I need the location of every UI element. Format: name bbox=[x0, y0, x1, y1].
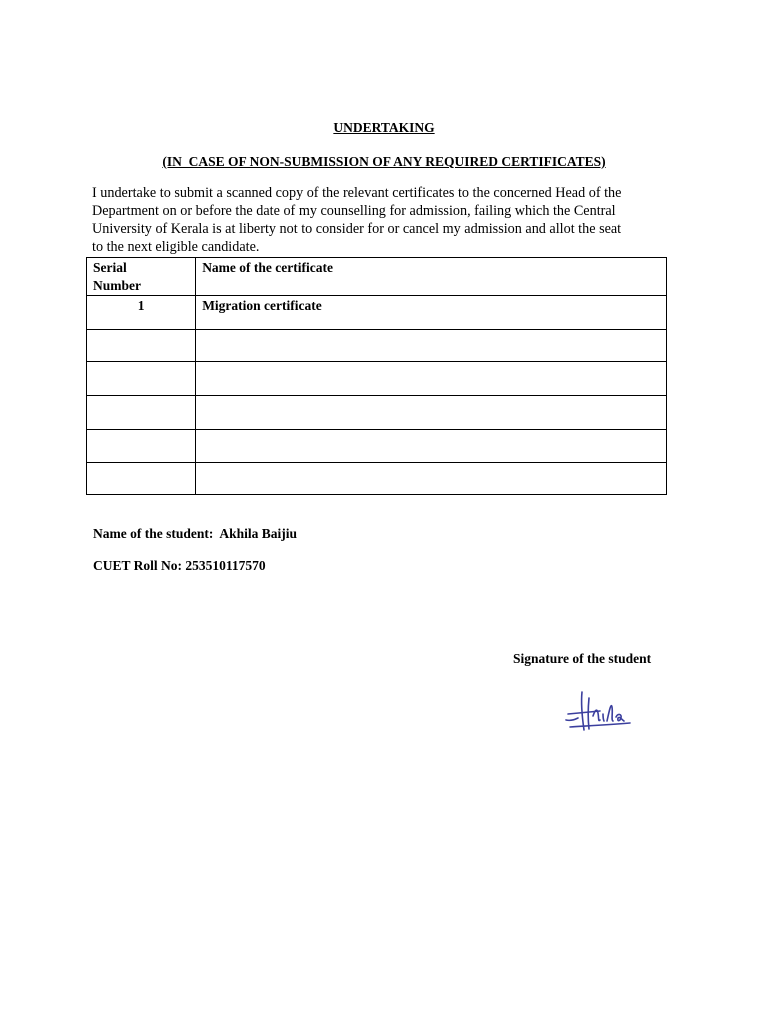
serial-cell bbox=[87, 463, 196, 495]
paragraph-line: I undertake to submit a scanned copy of the relevant certificates to the concerned Head of the bbox=[92, 185, 622, 201]
certificate-cell bbox=[196, 362, 667, 396]
serial-cell bbox=[87, 362, 196, 396]
serial-cell bbox=[87, 430, 196, 463]
table-row bbox=[87, 430, 667, 463]
header-certificate-name: Name of the certificate bbox=[196, 258, 667, 296]
table-row bbox=[87, 296, 667, 330]
certificate-cell: Migration certificate bbox=[196, 296, 667, 330]
certificate-cell bbox=[196, 430, 667, 463]
header-serial-number bbox=[87, 258, 196, 296]
header-serial-line: Serial bbox=[93, 260, 127, 275]
table-row bbox=[87, 463, 667, 495]
serial-cell: 1 bbox=[87, 296, 196, 330]
document-title: UNDERTAKING bbox=[333, 120, 435, 135]
cuet-roll-number: CUET Roll No: 253510117570 bbox=[93, 558, 266, 573]
student-name: Name of the student: Akhila Baijiu bbox=[93, 526, 298, 541]
serial-cell bbox=[87, 330, 196, 362]
table-row bbox=[87, 396, 667, 430]
serial-cell bbox=[87, 396, 196, 430]
handwritten-signature bbox=[560, 680, 640, 742]
document-subtitle: (IN CASE OF NON-SUBMISSION OF ANY REQUIRED CERTIFICATES) bbox=[162, 154, 606, 169]
certificate-cell bbox=[196, 396, 667, 430]
paragraph-line: Department on or before the date of my counselling for admission, failing which the Central bbox=[92, 203, 616, 219]
table-row bbox=[87, 362, 667, 396]
certificates-table bbox=[86, 257, 667, 495]
table-row bbox=[87, 330, 667, 362]
certificate-cell bbox=[196, 463, 667, 495]
undertaking-paragraph bbox=[92, 184, 682, 256]
header-serial-line: Number bbox=[93, 278, 141, 293]
table-header-row bbox=[87, 258, 667, 296]
certificate-cell bbox=[196, 330, 667, 362]
paragraph-line: to the next eligible candidate. bbox=[92, 239, 260, 255]
signature-label: Signature of the student bbox=[513, 651, 652, 666]
paragraph-line: University of Kerala is at liberty not to consider for or cancel my admission and allot the seat bbox=[92, 221, 622, 237]
